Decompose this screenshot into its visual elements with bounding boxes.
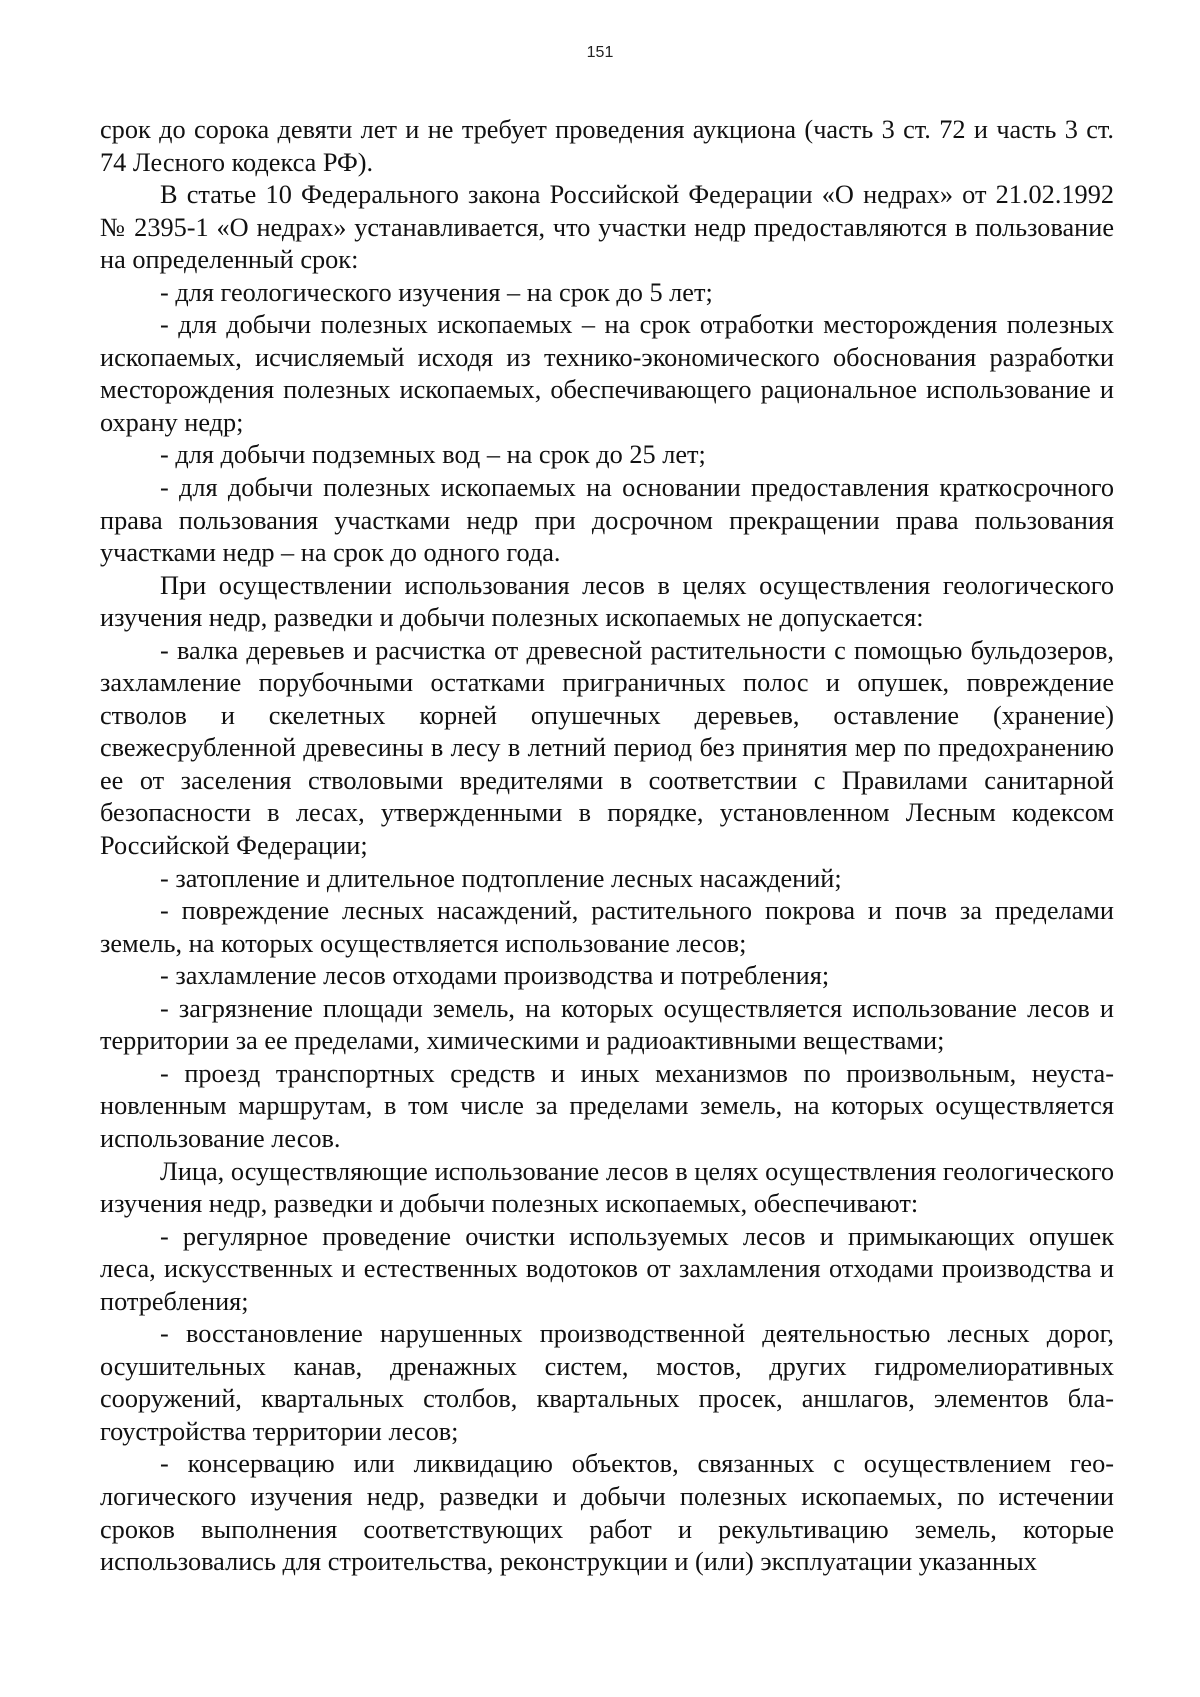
list-item: - для добычи полезных ископаемых – на срок отработки месторождения полезных ископаемых, исчисляемый исходя из технико-экономического обоснования разработки месторождения полезных ископаемых, обеспечивающего рациональное использование и охрану недр; xyxy=(100,310,1114,437)
page-number: 151 xyxy=(586,44,614,61)
list-item: - для добычи подземных вод – на срок до 25 лет; xyxy=(160,440,706,470)
list-item: - проезд транспортных средств и иных механизмов по произвольным, неустановленным маршрутам, в том числе за пределами земель, на которых осуществляется использование лесов. xyxy=(100,1058,1114,1153)
list-item: - для геологического изучения – на срок до 5 лет; xyxy=(160,277,713,307)
paragraph-1: срок до сорока девяти лет и не требует проведения аукциона (часть 3 ст. 72 и часть 3 ст. 74 Лесного кодекса РФ). xyxy=(100,115,1114,177)
list-item: - для добычи полезных ископаемых на основании предоставления краткосрочного права пользования участками недр при досрочном прекращении права пользования участками недр – на срок до одного года. xyxy=(100,473,1114,568)
list-item: - консервацию или ликвидацию объектов, связанных с осуществлением геологического изучения недр, разведки и добычи полезных ископаемых, по истечении сроков выполнения соответствующих работ и рекультивацию земель, которые использовались для строительства, реконструкции и (или) эксплуатации указанных xyxy=(100,1449,1114,1577)
list-item: - валка деревьев и расчистка от древесной растительности с помощью бульдозеров, захламление порубочными остатками приграничных полос и опушек, повреждение стволов и скелетных корней опушечных деревьев, оставление (хранение) свежесрубленной древесины в лесу в летний период без принятия мер по предохранению ее от заселения стволовыми вредителями в соответствии с Правилами санитарной безопасности в лесах, утвержденными в порядке, установленном Лесным кодексом Российской Федерации; xyxy=(100,635,1114,861)
list-item: - захламление лесов отходами производства и потребления; xyxy=(160,961,830,991)
list-item: - регулярное проведение очистки используемых лесов и примыкающих опушек леса, искусственных и естественных водотоков от захламления отходами производства и потребления; xyxy=(100,1221,1114,1316)
list-item: - повреждение лесных насаждений, растительного покрова и почв за пределами земель, на которых осуществляется использование лесов; xyxy=(100,896,1114,958)
paragraph-4: Лица, осуществляющие использование лесов в целях осуществления геологического изучения недр, разведки и добычи полезных ископаемых, обеспечивают: xyxy=(100,1156,1114,1219)
paragraph-2: В статье 10 Федерального закона Российской Федерации «О недрах» от 21.02.1992 № 2395-1 «О недрах» устанавливается, что участки недр предоставляются в пользование на определенный срок: xyxy=(100,180,1114,275)
list-item: - затопление и длительное подтопление лесных насаждений; xyxy=(160,863,842,893)
paragraph-3: При осуществлении использования лесов в целях осуществления геологического изучения недр, разведки и добычи полезных ископаемых не допускается: xyxy=(100,570,1114,633)
document-body xyxy=(100,114,1114,1579)
list-item: - восстановление нарушенных производственной деятельностью лесных дорог, осушительных канав, дренажных систем, мостов, других гидромелиоративных сооружений, квартальных столбов, квартальных просек, аншлагов, элементов благоустройства территории лесов; xyxy=(100,1319,1114,1446)
list-item: - загрязнение площади земель, на которых осуществляется использование лесов и территории за ее пределами, химическими и радиоактивными веществами; xyxy=(100,993,1114,1056)
